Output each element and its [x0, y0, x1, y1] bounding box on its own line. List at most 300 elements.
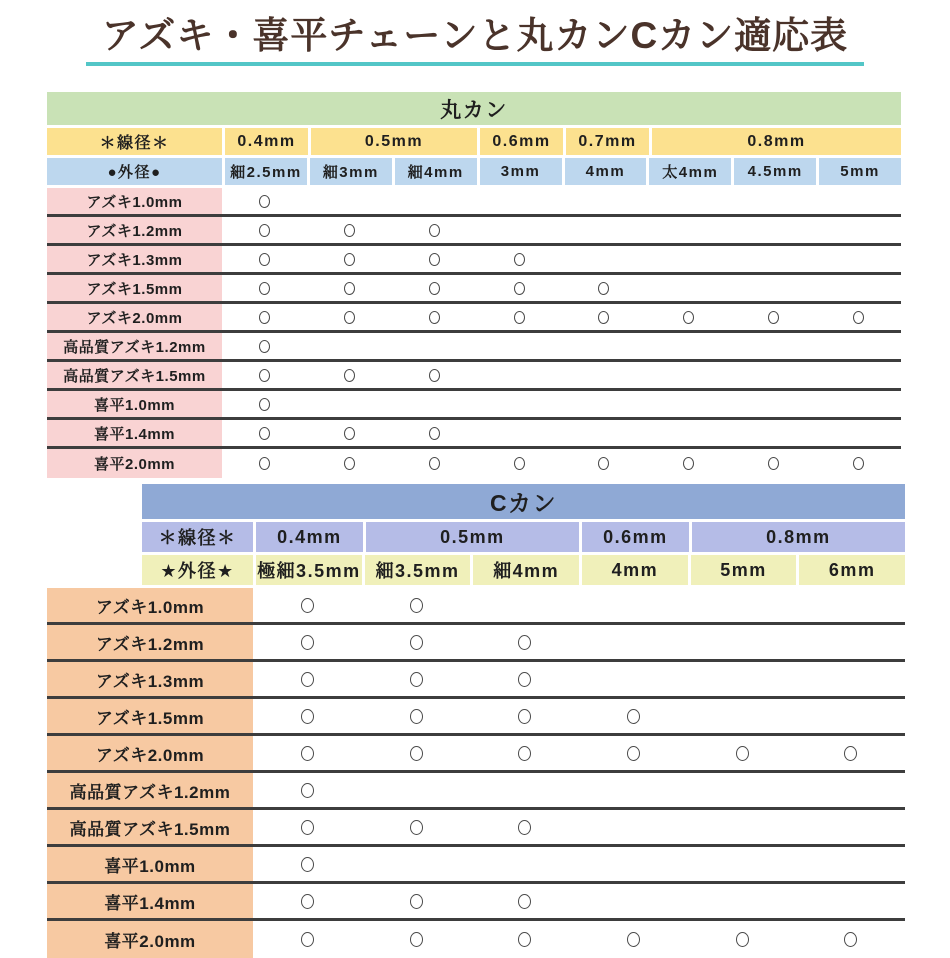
- wire-col: 0.5mm: [363, 522, 579, 552]
- compat-cell: [579, 588, 688, 622]
- od-col: 細4mm: [470, 555, 579, 585]
- compat-cell: [579, 773, 688, 807]
- circle-mark-icon: [344, 311, 355, 324]
- circle-mark-icon: [853, 457, 864, 470]
- circle-mark-icon: [518, 709, 531, 724]
- c-wire-diameter-row: [47, 522, 905, 552]
- wire-col: 0.7mm: [563, 128, 649, 155]
- circle-mark-icon: [429, 282, 440, 295]
- compat-cell: [307, 420, 392, 446]
- od-col: 4mm: [579, 555, 688, 585]
- circle-mark-icon: [518, 820, 531, 835]
- row-label: 喜平2.0mm: [47, 449, 222, 478]
- circle-mark-icon: [301, 820, 314, 835]
- compat-cell: [392, 217, 477, 243]
- od-col: 極細3.5mm: [253, 555, 362, 585]
- wire-col: 0.4mm: [222, 128, 308, 155]
- row-label: アズキ1.0mm: [47, 188, 222, 214]
- circle-mark-icon: [518, 932, 531, 947]
- table-row: [47, 217, 901, 246]
- circle-mark-icon: [344, 224, 355, 237]
- row-label: アズキ1.5mm: [47, 699, 253, 733]
- row-cells: [253, 699, 905, 733]
- circle-mark-icon: [410, 932, 423, 947]
- od-col: 4mm: [562, 158, 647, 185]
- compat-cell: [816, 362, 901, 388]
- compat-cell: [470, 810, 579, 844]
- compat-cell: [796, 736, 905, 770]
- compat-cell: [392, 391, 477, 417]
- compat-cell: [796, 773, 905, 807]
- row-cells: [222, 333, 901, 359]
- circle-mark-icon: [301, 783, 314, 798]
- compat-cell: [562, 333, 647, 359]
- circle-mark-icon: [410, 635, 423, 650]
- row-label: 喜平1.0mm: [47, 847, 253, 881]
- compat-cell: [477, 304, 562, 330]
- table-row: [47, 333, 901, 362]
- row-label: アズキ2.0mm: [47, 736, 253, 770]
- row-label: アズキ2.0mm: [47, 304, 222, 330]
- table-row: [47, 188, 901, 217]
- circle-mark-icon: [410, 820, 423, 835]
- compat-cell: [477, 391, 562, 417]
- compat-cell: [477, 246, 562, 272]
- circle-mark-icon: [683, 311, 694, 324]
- circle-mark-icon: [429, 457, 440, 470]
- compat-cell: [470, 699, 579, 733]
- compat-cell: [222, 217, 307, 243]
- compat-cell: [392, 362, 477, 388]
- compat-cell: [579, 736, 688, 770]
- compat-cell: [688, 625, 797, 659]
- compat-cell: [562, 449, 647, 478]
- row-cells: [253, 736, 905, 770]
- circle-mark-icon: [844, 932, 857, 947]
- compat-cell: [477, 275, 562, 301]
- compat-cell: [253, 773, 362, 807]
- compat-cell: [362, 736, 471, 770]
- compat-cell: [816, 217, 901, 243]
- table-row: [47, 246, 901, 275]
- circle-mark-icon: [736, 746, 749, 761]
- compat-cell: [646, 449, 731, 478]
- compat-cell: [470, 625, 579, 659]
- compat-cell: [646, 188, 731, 214]
- table-row: [47, 921, 905, 958]
- compat-cell: [796, 847, 905, 881]
- table-row: [47, 847, 905, 884]
- compat-cell: [253, 810, 362, 844]
- circle-mark-icon: [259, 224, 270, 237]
- compat-cell: [477, 333, 562, 359]
- wire-col: 0.8mm: [689, 522, 905, 552]
- compat-cell: [731, 217, 816, 243]
- wire-diameter-label: ＊線径＊: [47, 128, 222, 155]
- compat-cell: [562, 304, 647, 330]
- header-offset-spacer: [47, 555, 142, 585]
- row-cells: [253, 884, 905, 918]
- circle-mark-icon: [301, 894, 314, 909]
- compat-cell: [362, 773, 471, 807]
- circle-mark-icon: [301, 672, 314, 687]
- circle-mark-icon: [518, 672, 531, 687]
- circle-mark-icon: [429, 311, 440, 324]
- circle-mark-icon: [514, 253, 525, 266]
- compat-cell: [362, 847, 471, 881]
- circle-mark-icon: [344, 427, 355, 440]
- compat-cell: [816, 333, 901, 359]
- round-wire-diameter-row: [47, 128, 901, 155]
- compat-cell: [579, 921, 688, 958]
- compat-cell: [470, 773, 579, 807]
- circle-mark-icon: [514, 457, 525, 470]
- circle-mark-icon: [429, 427, 440, 440]
- circle-mark-icon: [518, 635, 531, 650]
- compat-cell: [646, 420, 731, 446]
- compat-cell: [362, 699, 471, 733]
- row-label: アズキ1.2mm: [47, 625, 253, 659]
- od-col: 6mm: [796, 555, 905, 585]
- round-table-title: 丸カン: [47, 92, 901, 125]
- circle-mark-icon: [518, 746, 531, 761]
- row-label: アズキ1.3mm: [47, 662, 253, 696]
- compat-cell: [579, 699, 688, 733]
- compat-cell: [470, 662, 579, 696]
- row-cells: [222, 188, 901, 214]
- circle-mark-icon: [598, 457, 609, 470]
- circle-mark-icon: [627, 932, 640, 947]
- row-cells: [253, 625, 905, 659]
- compat-cell: [222, 246, 307, 272]
- compat-cell: [796, 625, 905, 659]
- circle-mark-icon: [410, 672, 423, 687]
- row-cells: [222, 275, 901, 301]
- compat-cell: [253, 921, 362, 958]
- compat-cell: [579, 662, 688, 696]
- circle-mark-icon: [259, 282, 270, 295]
- row-label: アズキ1.0mm: [47, 588, 253, 622]
- compat-cell: [222, 420, 307, 446]
- od-col: 5mm: [688, 555, 797, 585]
- od-col: 4.5mm: [731, 158, 816, 185]
- row-label: 喜平1.4mm: [47, 420, 222, 446]
- circle-mark-icon: [301, 857, 314, 872]
- circle-mark-icon: [344, 369, 355, 382]
- compat-cell: [470, 588, 579, 622]
- od-col: 3mm: [477, 158, 562, 185]
- circle-mark-icon: [259, 195, 270, 208]
- table-row: [47, 699, 905, 736]
- compat-cell: [646, 275, 731, 301]
- row-cells: [222, 449, 901, 478]
- table-row: [47, 884, 905, 921]
- circle-mark-icon: [429, 253, 440, 266]
- compat-cell: [796, 921, 905, 958]
- compat-cell: [307, 304, 392, 330]
- compat-cell: [253, 884, 362, 918]
- compat-cell: [222, 391, 307, 417]
- compat-cell: [362, 921, 471, 958]
- circle-mark-icon: [259, 340, 270, 353]
- table-row: [47, 304, 901, 333]
- circle-mark-icon: [736, 932, 749, 947]
- circle-mark-icon: [429, 224, 440, 237]
- table-row: [47, 736, 905, 773]
- compat-cell: [646, 217, 731, 243]
- compat-cell: [562, 217, 647, 243]
- compat-cell: [392, 420, 477, 446]
- compat-cell: [392, 449, 477, 478]
- row-label: アズキ1.3mm: [47, 246, 222, 272]
- compat-cell: [646, 304, 731, 330]
- od-col: 細2.5mm: [222, 158, 307, 185]
- compat-cell: [222, 362, 307, 388]
- c-outer-diameter-row: [47, 555, 905, 585]
- compat-cell: [816, 304, 901, 330]
- circle-mark-icon: [410, 598, 423, 613]
- compat-cell: [796, 662, 905, 696]
- row-cells: [253, 921, 905, 958]
- table-row: [47, 810, 905, 847]
- compat-cell: [477, 420, 562, 446]
- compat-cell: [222, 188, 307, 214]
- row-label: 高品質アズキ1.5mm: [47, 810, 253, 844]
- od-col: 細3mm: [307, 158, 392, 185]
- compat-cell: [562, 420, 647, 446]
- table-row: [47, 588, 905, 625]
- circle-mark-icon: [518, 894, 531, 909]
- row-label: 喜平1.4mm: [47, 884, 253, 918]
- compat-cell: [731, 188, 816, 214]
- circle-mark-icon: [598, 282, 609, 295]
- compat-cell: [222, 449, 307, 478]
- compat-cell: [362, 662, 471, 696]
- compat-cell: [688, 921, 797, 958]
- circle-mark-icon: [301, 598, 314, 613]
- compat-cell: [688, 847, 797, 881]
- wire-col: 0.4mm: [253, 522, 363, 552]
- compat-cell: [796, 810, 905, 844]
- circle-mark-icon: [410, 894, 423, 909]
- compat-cell: [362, 884, 471, 918]
- compat-cell: [688, 773, 797, 807]
- c-ring-table: [47, 484, 905, 958]
- compat-cell: [470, 736, 579, 770]
- circle-mark-icon: [410, 709, 423, 724]
- circle-mark-icon: [259, 369, 270, 382]
- compat-cell: [307, 333, 392, 359]
- compat-cell: [307, 362, 392, 388]
- compat-cell: [562, 188, 647, 214]
- circle-mark-icon: [301, 709, 314, 724]
- compat-cell: [477, 449, 562, 478]
- header-offset-spacer: [47, 484, 142, 519]
- page-title: アズキ・喜平チェーンと丸カンCカン適応表: [86, 13, 864, 66]
- compat-cell: [646, 333, 731, 359]
- compat-cell: [646, 362, 731, 388]
- circle-mark-icon: [344, 282, 355, 295]
- circle-mark-icon: [259, 253, 270, 266]
- compat-cell: [816, 275, 901, 301]
- c-table-header-row: [47, 484, 905, 519]
- compat-cell: [392, 188, 477, 214]
- compat-cell: [477, 217, 562, 243]
- circle-mark-icon: [429, 369, 440, 382]
- compat-cell: [253, 736, 362, 770]
- compat-cell: [816, 449, 901, 478]
- table-row: [47, 662, 905, 699]
- table-row: [47, 275, 901, 304]
- header-offset-spacer: [47, 522, 142, 552]
- circle-mark-icon: [627, 709, 640, 724]
- circle-mark-icon: [598, 311, 609, 324]
- compat-cell: [253, 699, 362, 733]
- wire-col: 0.8mm: [649, 128, 901, 155]
- compat-cell: [816, 391, 901, 417]
- compat-cell: [579, 884, 688, 918]
- compat-cell: [579, 625, 688, 659]
- row-cells: [253, 810, 905, 844]
- circle-mark-icon: [259, 398, 270, 411]
- compat-cell: [688, 884, 797, 918]
- wire-col: 0.6mm: [477, 128, 563, 155]
- compat-cell: [688, 810, 797, 844]
- compat-cell: [688, 662, 797, 696]
- compat-cell: [731, 304, 816, 330]
- compat-cell: [562, 275, 647, 301]
- row-cells: [253, 588, 905, 622]
- compat-cell: [816, 420, 901, 446]
- compat-cell: [562, 391, 647, 417]
- compat-cell: [579, 810, 688, 844]
- compat-cell: [731, 420, 816, 446]
- compat-cell: [816, 246, 901, 272]
- compat-cell: [307, 391, 392, 417]
- compat-cell: [731, 391, 816, 417]
- compat-cell: [646, 391, 731, 417]
- circle-mark-icon: [853, 311, 864, 324]
- compat-cell: [362, 588, 471, 622]
- compat-cell: [562, 362, 647, 388]
- od-col: 太4mm: [646, 158, 731, 185]
- compat-cell: [307, 217, 392, 243]
- compat-cell: [470, 847, 579, 881]
- row-cells: [253, 662, 905, 696]
- compat-cell: [579, 847, 688, 881]
- compat-cell: [731, 246, 816, 272]
- title-section: [0, 0, 950, 66]
- round-outer-diameter-row: [47, 158, 901, 185]
- circle-mark-icon: [259, 457, 270, 470]
- compat-cell: [731, 362, 816, 388]
- circle-mark-icon: [683, 457, 694, 470]
- row-cells: [253, 847, 905, 881]
- compat-cell: [307, 449, 392, 478]
- compat-cell: [222, 275, 307, 301]
- row-cells: [222, 246, 901, 272]
- circle-mark-icon: [301, 746, 314, 761]
- row-label: 高品質アズキ1.2mm: [47, 773, 253, 807]
- outer-diameter-label: ●外径●: [47, 158, 222, 185]
- row-cells: [222, 304, 901, 330]
- compat-cell: [392, 304, 477, 330]
- row-label: 喜平1.0mm: [47, 391, 222, 417]
- compat-cell: [477, 362, 562, 388]
- circle-mark-icon: [344, 457, 355, 470]
- row-cells: [222, 420, 901, 446]
- table-row: [47, 625, 905, 662]
- row-cells: [253, 773, 905, 807]
- compat-cell: [731, 333, 816, 359]
- row-cells: [222, 362, 901, 388]
- compat-cell: [470, 884, 579, 918]
- compat-cell: [731, 275, 816, 301]
- wire-col: 0.6mm: [579, 522, 689, 552]
- compat-cell: [477, 188, 562, 214]
- wire-col: 0.5mm: [308, 128, 477, 155]
- compat-cell: [688, 736, 797, 770]
- compat-cell: [307, 275, 392, 301]
- compat-cell: [392, 333, 477, 359]
- circle-mark-icon: [768, 457, 779, 470]
- od-col: 細3.5mm: [362, 555, 471, 585]
- compat-cell: [253, 847, 362, 881]
- compat-cell: [362, 810, 471, 844]
- row-cells: [222, 217, 901, 243]
- circle-mark-icon: [410, 746, 423, 761]
- compat-cell: [222, 333, 307, 359]
- compat-cell: [307, 188, 392, 214]
- compat-cell: [392, 246, 477, 272]
- circle-mark-icon: [514, 282, 525, 295]
- compat-cell: [562, 246, 647, 272]
- circle-mark-icon: [627, 746, 640, 761]
- compat-cell: [307, 246, 392, 272]
- row-cells: [222, 391, 901, 417]
- compat-cell: [646, 246, 731, 272]
- table-row: [47, 420, 901, 449]
- compat-cell: [222, 304, 307, 330]
- compat-cell: [253, 662, 362, 696]
- table-row: [47, 449, 901, 478]
- od-col: 細4mm: [392, 158, 477, 185]
- compat-cell: [470, 921, 579, 958]
- circle-mark-icon: [344, 253, 355, 266]
- compat-cell: [796, 699, 905, 733]
- round-table-header-row: [47, 92, 901, 125]
- circle-mark-icon: [301, 635, 314, 650]
- compat-cell: [796, 588, 905, 622]
- compat-cell: [688, 699, 797, 733]
- circle-mark-icon: [301, 932, 314, 947]
- compat-cell: [253, 625, 362, 659]
- circle-mark-icon: [768, 311, 779, 324]
- circle-mark-icon: [259, 427, 270, 440]
- compat-cell: [816, 188, 901, 214]
- row-label: 喜平2.0mm: [47, 921, 253, 958]
- compat-cell: [688, 588, 797, 622]
- table-row: [47, 362, 901, 391]
- row-label: 高品質アズキ1.2mm: [47, 333, 222, 359]
- row-label: アズキ1.2mm: [47, 217, 222, 243]
- c-table-title: Cカン: [142, 484, 905, 519]
- circle-mark-icon: [844, 746, 857, 761]
- row-label: 高品質アズキ1.5mm: [47, 362, 222, 388]
- outer-diameter-label: ★外径★: [142, 555, 253, 585]
- compat-cell: [796, 884, 905, 918]
- circle-mark-icon: [514, 311, 525, 324]
